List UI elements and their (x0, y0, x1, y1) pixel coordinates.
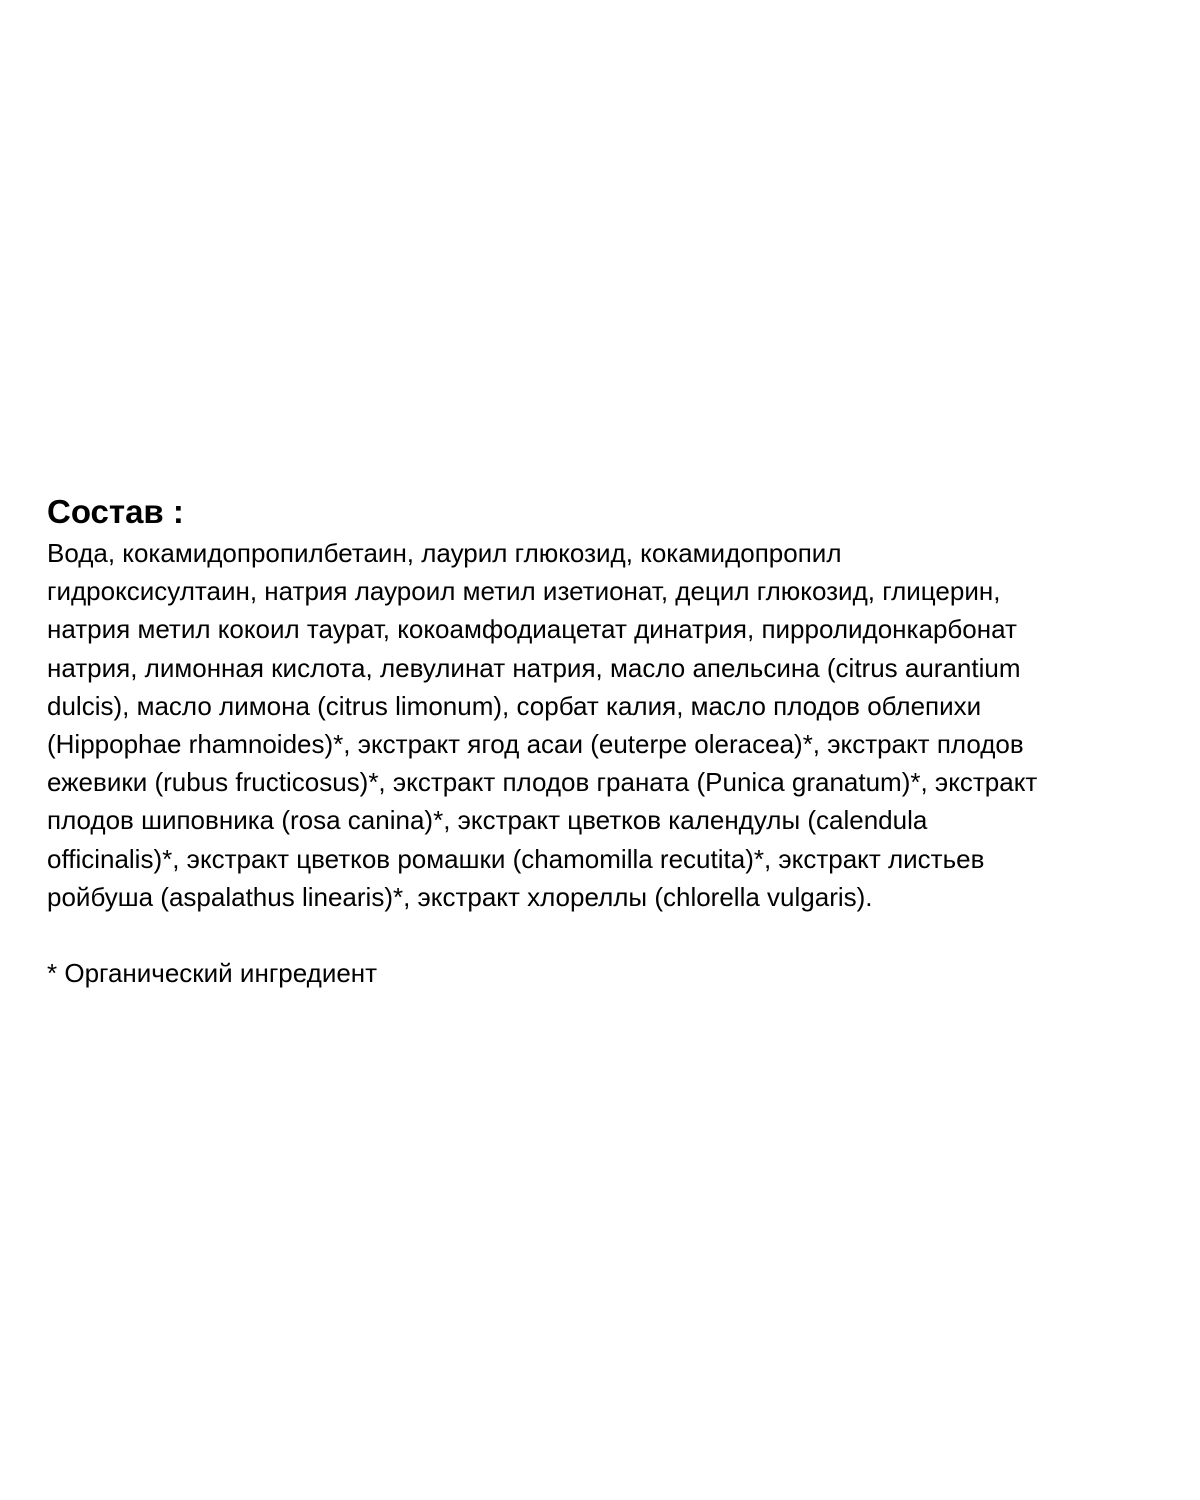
ingredients-text (47, 534, 1177, 916)
ingredient-line: натрия, лимонная кислота, левулинат натрия, масло апельсина (citrus aurantium (47, 652, 1021, 683)
ingredient-line: плодов шиповника (rosa canina)*, экстракт цветков календулы (calendula (47, 805, 928, 836)
ingredient-line: officinalis)*, экстракт цветков ромашки (chamomilla recutita)*, экстракт листьев (47, 843, 985, 874)
composition-block (47, 492, 1177, 992)
ingredient-line: гидроксисултаин, натрия лауроил метил изетионат, децил глюкозид, глицерин, (47, 576, 1001, 607)
organic-footnote: * Органический ингредиент (47, 958, 378, 989)
ingredient-line: (Hippophae rhamnoides)*, экстракт ягод асаи (euterpe oleracea)*, экстракт плодов (47, 729, 1024, 760)
ingredient-line: ежевики (rubus fructicosus)*, экстракт плодов граната (Punica granatum)*, экстракт (47, 767, 1038, 798)
ingredient-line: ройбуша (aspalathus linearis)*, экстракт хлореллы (chlorella vulgaris). (47, 881, 873, 912)
composition-title: Состав : (47, 493, 184, 530)
ingredient-line: натрия метил кокоил таурат, кокоамфодиацетат динатрия, пирролидонкарбонат (47, 614, 1017, 645)
ingredient-line: Вода, кокамидопропилбетаин, лаурил глюкозид, кокамидопропил (47, 538, 842, 568)
ingredient-line: dulcis), масло лимона (citrus limonum), сорбат калия, масло плодов облепихи (47, 690, 982, 721)
